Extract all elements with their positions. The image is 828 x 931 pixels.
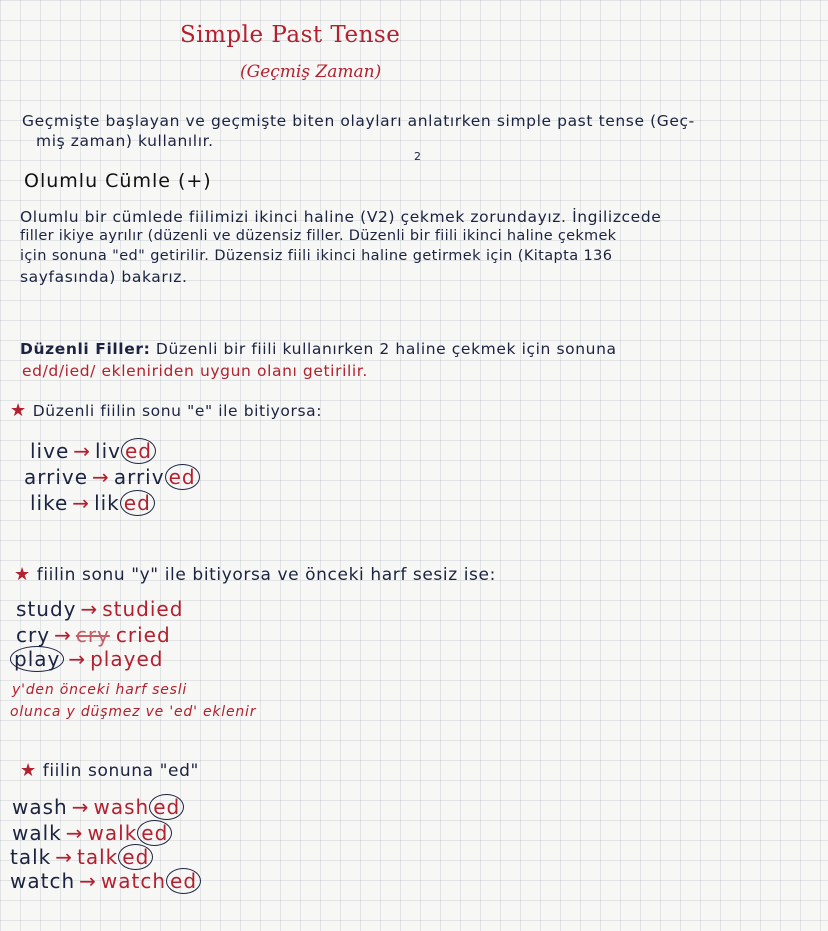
example-walk: walk → walk ed — [12, 822, 172, 845]
positive-heading: Olumlu Cümle (+) — [24, 170, 212, 192]
positive-text-2: filler ikiye ayrılır (düzenli ve düzensiz filler. Düzenli bir fiili ikinci haline çekmek — [20, 228, 617, 244]
example-live: live → liv ed — [30, 440, 156, 463]
arrow-icon: → — [71, 795, 90, 819]
positive-text-3: için sonuna "ed" getirilir. Düzensiz fiili ikinci haline getirmek için (Kitapta 136 — [20, 248, 613, 264]
example-play: play → played — [10, 648, 163, 671]
example-like: like → lik ed — [30, 492, 155, 515]
rule-y-note-2: olunca y düşmez ve 'ed' eklenir — [10, 704, 257, 720]
arrow-icon: → — [92, 465, 110, 489]
page-title: Simple Past Tense — [180, 22, 401, 48]
example-cry: cry → cry cried — [16, 623, 171, 647]
example-wash: wash → wash ed — [12, 796, 184, 819]
positive-text-4: sayfasında) bakarız. — [20, 268, 188, 286]
page-subtitle: (Geçmiş Zaman) — [240, 62, 382, 82]
example-arrive: arrive → arriv ed — [24, 466, 200, 489]
example-talk: talk → talk ed — [10, 846, 153, 869]
rule-ed-heading: ★ fiilin sonuna "ed" — [20, 760, 199, 781]
regular-label: Düzenli Filler: — [20, 340, 151, 358]
page-mark: 2 — [414, 150, 421, 163]
intro-line-1: Geçmişte başlayan ve geçmişte biten olayları anlatırken simple past tense (Geç- — [22, 112, 695, 130]
arrow-icon: → — [73, 439, 92, 463]
regular-line-1 — [20, 340, 617, 358]
example-study: study → studied — [16, 597, 184, 621]
arrow-icon: → — [79, 869, 97, 893]
rule-y-heading: ★ fiilin sonu "y" ile bitiyorsa ve önceki harf sesiz ise: — [14, 564, 496, 585]
arrow-icon: → — [54, 623, 72, 647]
arrow-icon: → — [68, 647, 87, 671]
regular-text-2: ed/d/ied/ ekleniriden uygun olanı getirilir. — [22, 362, 368, 380]
positive-text-1: Olumlu bir cümlede fiilimizi ikinci haline (V2) çekmek zorundayız. İngilizcede — [20, 208, 662, 226]
rule-e-heading: ★ Düzenli fiilin sonu "e" ile bitiyorsa: — [10, 400, 323, 421]
arrow-icon: → — [72, 491, 91, 515]
example-watch: watch → watch ed — [10, 870, 201, 893]
star-icon: ★ — [10, 400, 27, 421]
arrow-icon: → — [80, 597, 99, 621]
intro-line-2: miş zaman) kullanılır. — [36, 132, 214, 150]
star-icon: ★ — [14, 564, 31, 585]
star-icon: ★ — [20, 760, 37, 781]
arrow-icon: → — [65, 821, 84, 845]
rule-y-note-1: y'den önceki harf sesli — [12, 682, 188, 698]
regular-text-1: Düzenli bir fiili kullanırken 2 haline çekmek için sonuna — [155, 340, 617, 358]
arrow-icon: → — [55, 845, 74, 869]
